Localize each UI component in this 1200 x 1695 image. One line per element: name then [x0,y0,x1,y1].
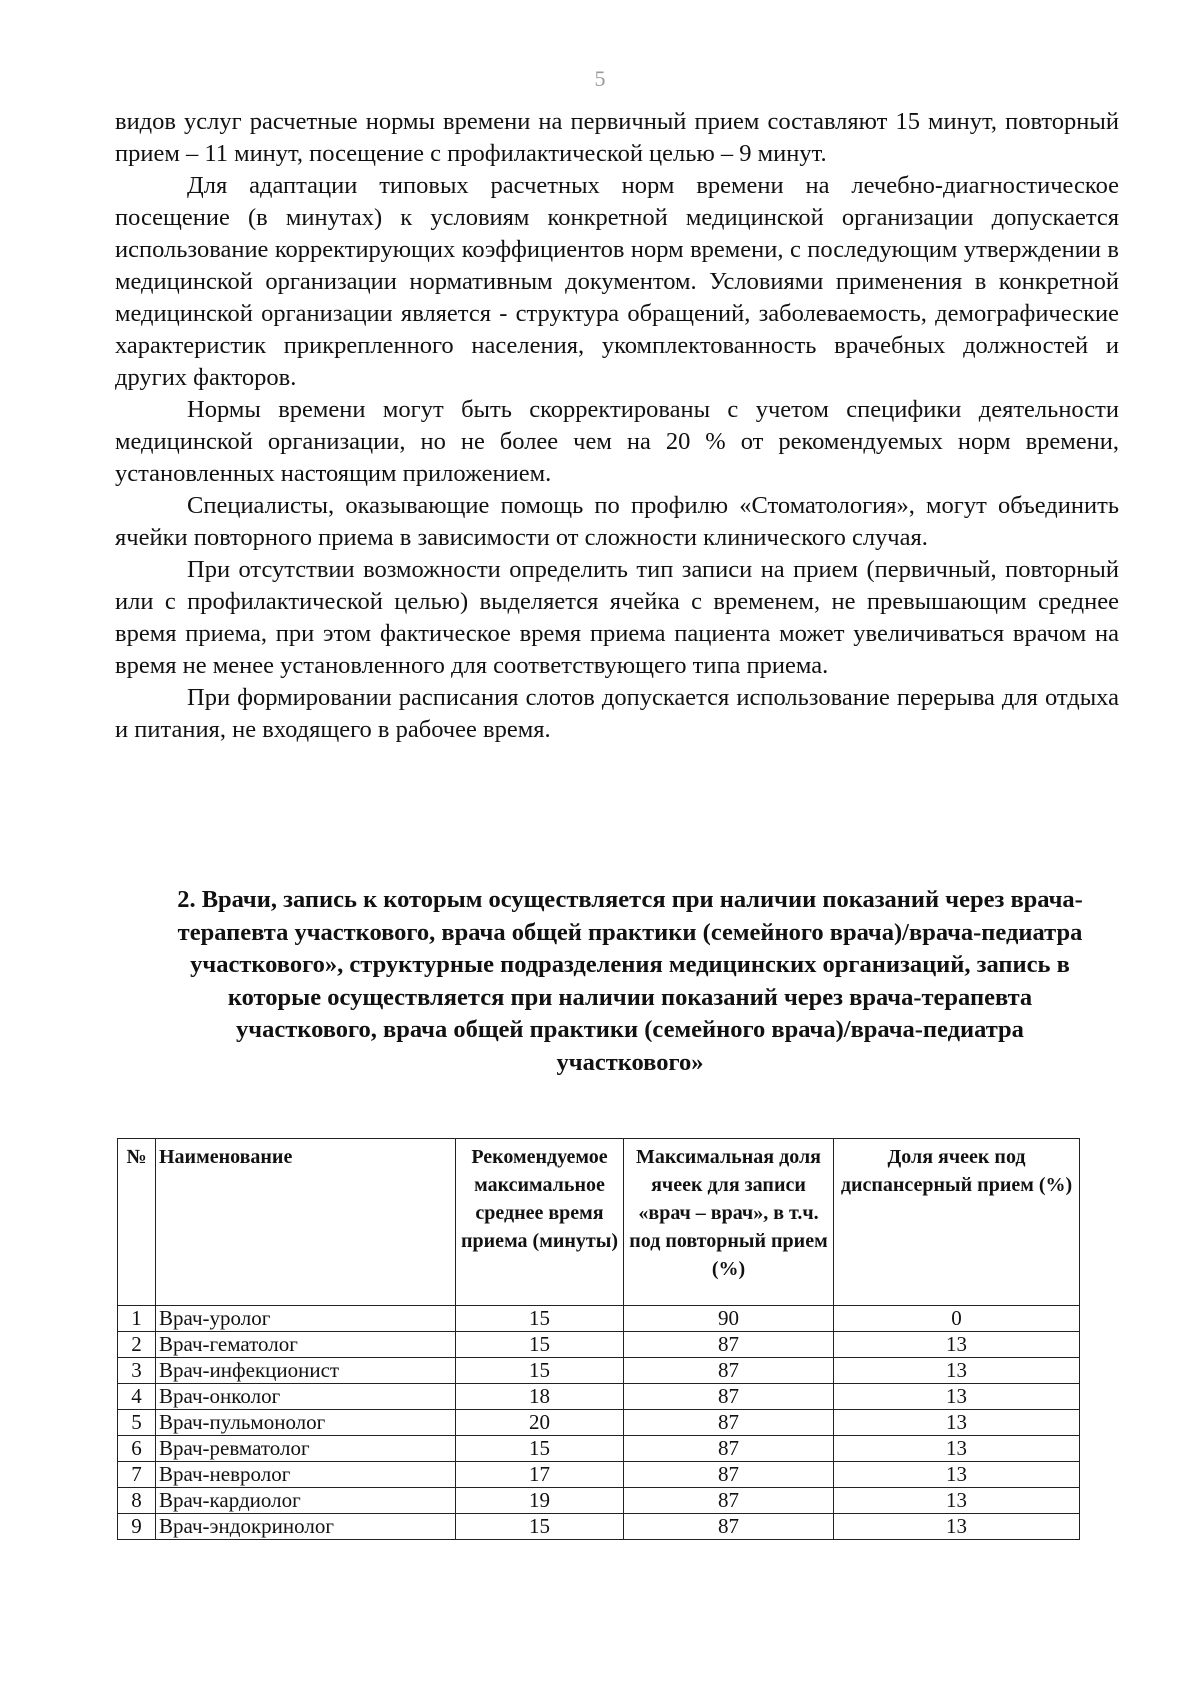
paragraph: видов услуг расчетные нормы времени на первичный прием составляют 15 минут, повторный прием – 11 минут, посещение с профилактической целью – 9 минут. [115,108,1119,167]
paragraph: Специалисты, оказывающие помощь по профилю «Стоматология», могут объединить ячейки повторного приема в зависимости от сложности клинического случая. [115,492,1119,551]
header-dispensary-share: Доля ячеек под диспансерный прием (%) [834,1139,1080,1306]
table-row [118,1410,1080,1436]
cell-avg-time: 15 [456,1358,624,1384]
cell-name: Врач-онколог [156,1384,456,1410]
cell-number: 1 [118,1306,156,1332]
table-row [118,1514,1080,1540]
cell-name: Врач-инфекционист [156,1358,456,1384]
cell-dispensary-share: 0 [834,1306,1080,1332]
cell-name: Врач-уролог [156,1306,456,1332]
table-row [118,1306,1080,1332]
paragraph: При формировании расписания слотов допускается использование перерыва для отдыха и питания, не входящего в рабочее время. [115,684,1119,743]
cell-avg-time: 15 [456,1514,624,1540]
paragraph: Нормы времени могут быть скорректированы с учетом специфики деятельности медицинской организации, но не более чем на 20 % от рекомендуемых норм времени, установленных настоящим приложением. [115,396,1119,487]
header-name: Наименование [156,1139,456,1306]
table-row [118,1332,1080,1358]
header-number: № [118,1139,156,1306]
cell-doctor-share: 87 [624,1462,834,1488]
cell-dispensary-share: 13 [834,1384,1080,1410]
cell-doctor-share: 87 [624,1436,834,1462]
section-heading: 2. Врачи, запись к которым осуществляется при наличии показаний через врача-терапевта участкового, врача общей практики (семейного врача)/врача-педиатра участкового», структурные подразделения медицинских организаций, запись в которые осуществляется при наличии показаний через врача-терапевта участкового, врача общей практики (семейного врача)/врача-педиатра участкового» [177,886,1083,1076]
cell-name: Врач-кардиолог [156,1488,456,1514]
cell-doctor-share: 87 [624,1514,834,1540]
cell-avg-time: 15 [456,1436,624,1462]
paragraph: При отсутствии возможности определить тип записи на прием (первичный, повторный или с профилактической целью) выделяется ячейка с временем, не превышающим среднее время приема, при этом фактическое время приема пациента может увеличиваться врачом на время не менее установленного для соответствующего типа приема. [115,556,1119,679]
cell-doctor-share: 87 [624,1410,834,1436]
body-text [115,106,1119,746]
cell-doctor-share: 90 [624,1306,834,1332]
cell-number: 3 [118,1358,156,1384]
page-number: 5 [594,66,606,91]
cell-number: 7 [118,1462,156,1488]
table-row [118,1358,1080,1384]
header-doctor-share: Максимальная доля ячеек для записи «врач – врач», в т.ч. под повторный прием (%) [624,1139,834,1306]
cell-number: 9 [118,1514,156,1540]
cell-number: 2 [118,1332,156,1358]
cell-doctor-share: 87 [624,1332,834,1358]
table-row [118,1488,1080,1514]
cell-dispensary-share: 13 [834,1514,1080,1540]
paragraph: Для адаптации типовых расчетных норм времени на лечебно-диагностическое посещение (в минутах) к условиям конкретной медицинской организации допускается использование корректирующих коэффициентов норм времени, с последующим утверждении в медицинской организации нормативным документом. Условиями применения в конкретной медицинской организации является - структура обращений, заболеваемость, демографические характеристик прикрепленного населения, укомплектованность врачебных должностей и других факторов. [115,172,1119,391]
doctors-table [117,1138,1080,1540]
cell-name: Врач-эндокринолог [156,1514,456,1540]
cell-avg-time: 15 [456,1306,624,1332]
header-avg-time: Рекомендуемое максимальное среднее время приема (минуты) [456,1139,624,1306]
cell-number: 5 [118,1410,156,1436]
table-header-row [118,1139,1080,1306]
cell-name: Врач-невролог [156,1462,456,1488]
cell-number: 4 [118,1384,156,1410]
cell-dispensary-share: 13 [834,1436,1080,1462]
cell-name: Врач-гематолог [156,1332,456,1358]
cell-avg-time: 20 [456,1410,624,1436]
table-row [118,1462,1080,1488]
cell-dispensary-share: 13 [834,1488,1080,1514]
cell-doctor-share: 87 [624,1358,834,1384]
cell-dispensary-share: 13 [834,1358,1080,1384]
cell-name: Врач-ревматолог [156,1436,456,1462]
cell-name: Врач-пульмонолог [156,1410,456,1436]
cell-dispensary-share: 13 [834,1462,1080,1488]
table-row [118,1384,1080,1410]
cell-avg-time: 18 [456,1384,624,1410]
cell-avg-time: 19 [456,1488,624,1514]
cell-dispensary-share: 13 [834,1410,1080,1436]
cell-doctor-share: 87 [624,1488,834,1514]
cell-dispensary-share: 13 [834,1332,1080,1358]
table-row [118,1436,1080,1462]
cell-number: 8 [118,1488,156,1514]
cell-number: 6 [118,1436,156,1462]
cell-avg-time: 15 [456,1332,624,1358]
cell-avg-time: 17 [456,1462,624,1488]
cell-doctor-share: 87 [624,1384,834,1410]
